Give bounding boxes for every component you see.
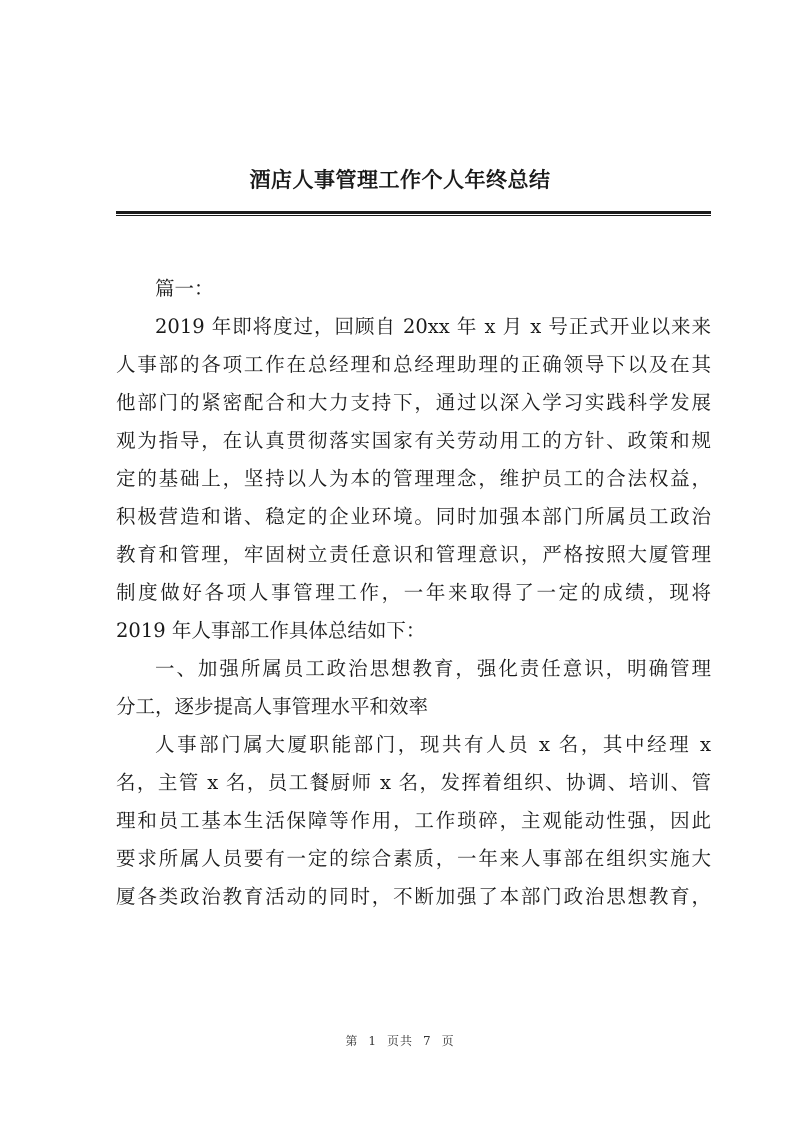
paragraph-line: 制度做好各项人事管理工作，一年来取得了一定的成绩，现将: [116, 581, 711, 604]
paragraph-line: 定的基础上，坚持以人为本的管理理念，维护员工的合法权益，: [116, 467, 711, 490]
paragraph-line: 人事部的各项工作在总经理和总经理助理的正确领导下以及在其: [116, 353, 711, 376]
paragraph-line: 理和员工基本生活保障等作用，工作琐碎，主观能动性强，因此: [116, 809, 711, 832]
paragraph-line: 厦各类政治教育活动的同时，不断加强了本部门政治思想教育，: [116, 885, 711, 908]
paragraph-line: 2019 年人事部工作具体总结如下：: [116, 619, 426, 642]
document-body: [116, 270, 711, 916]
footer-total-pages: 7: [423, 1034, 432, 1048]
footer-page-number: 1: [368, 1034, 377, 1048]
footer-prefix: 第: [345, 1034, 359, 1048]
paragraph-line: 要求所属人员要有一定的综合素质，一年来人事部在组织实施大: [116, 847, 711, 870]
document-title: 酒店人事管理工作个人年终总结: [249, 167, 551, 192]
paragraph-line: 观为指导，在认真贯彻落实国家有关劳动用工的方针、政策和规: [116, 429, 711, 452]
page-footer: [0, 1032, 800, 1049]
paragraph-line: 2019 年即将度过，回顾自 20xx 年 x 月 x 号正式开业以来来: [155, 315, 711, 338]
section-heading-line: 一、加强所属员工政治思想教育，强化责任意识，明确管理: [155, 657, 711, 680]
section-heading: 篇一：: [155, 277, 214, 300]
title-divider: [116, 211, 711, 216]
footer-middle: 页共: [386, 1034, 413, 1048]
footer-suffix: 页: [441, 1034, 455, 1048]
paragraph-line: 他部门的紧密配合和大力支持下，通过以深入学习实践科学发展: [116, 391, 711, 414]
section-heading-line: 分工，逐步提高人事管理水平和效率: [116, 695, 429, 718]
paragraph-line: 教育和管理，牢固树立责任意识和管理意识，严格按照大厦管理: [116, 543, 711, 566]
paragraph-line: 人事部门属大厦职能部门，现共有人员 x 名，其中经理 x: [155, 733, 711, 756]
paragraph-line: 积极营造和谐、稳定的企业环境。同时加强本部门所属员工政治: [116, 505, 711, 528]
paragraph-line: 名，主管 x 名，员工餐厨师 x 名，发挥着组织、协调、培训、管: [116, 771, 711, 794]
